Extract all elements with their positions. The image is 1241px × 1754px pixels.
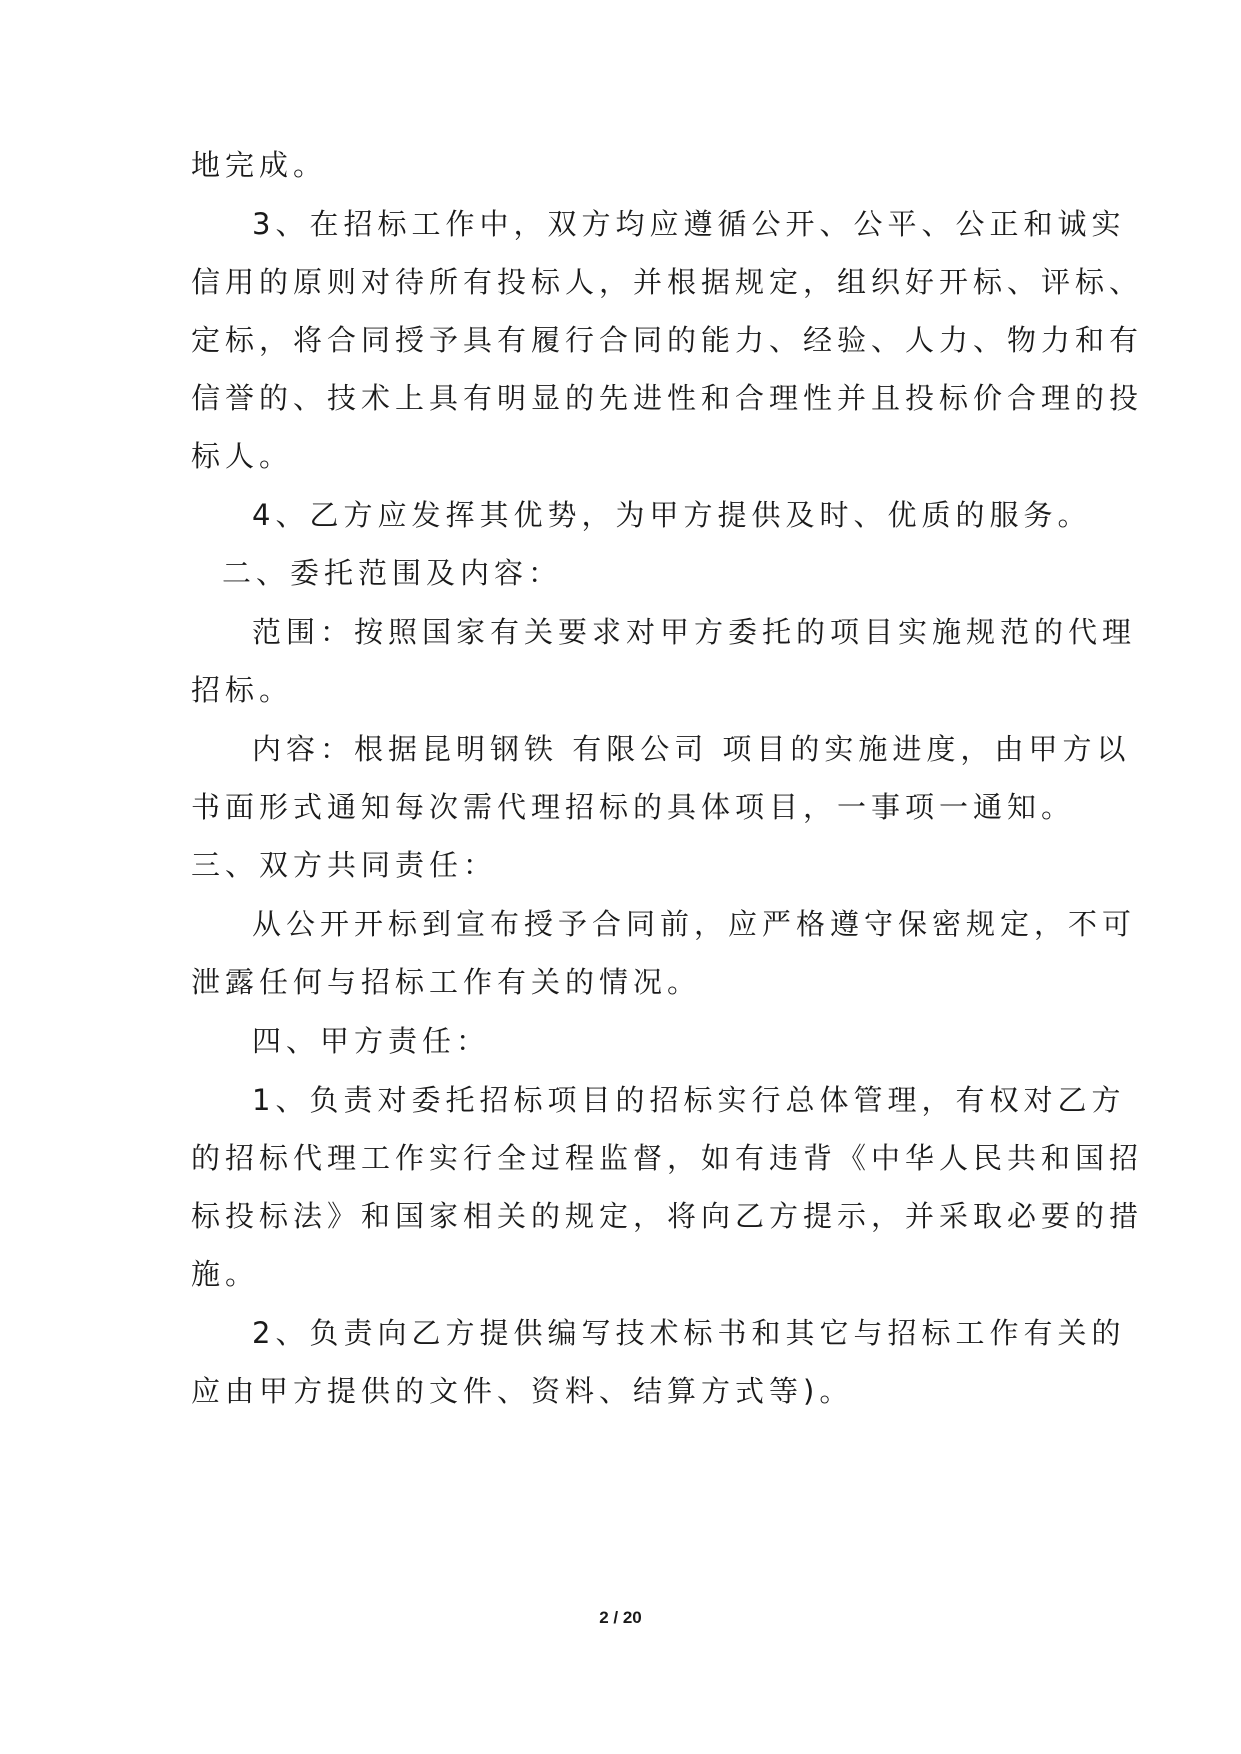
paragraph-line: 的招标代理工作实行全过程监督，如有违背《中华人民共和国招 xyxy=(191,1141,1144,1175)
section-heading: 二、委托范围及内容： xyxy=(222,556,563,590)
section-heading: 三、双方共同责任： xyxy=(191,848,498,882)
paragraph-line: 内容：根据昆明钢铁 有限公司 项目的实施进度，由甲方以 xyxy=(252,732,1131,766)
paragraph-line: 泄露任何与招标工作有关的情况。 xyxy=(191,965,702,999)
paragraph-line: 地完成。 xyxy=(191,148,328,182)
paragraph-line: 信誉的、技术上具有明显的先进性和合理性并且投标价合理的投 xyxy=(191,381,1144,415)
paragraph-line: 3、在招标工作中，双方均应遵循公开、公平、公正和诚实 xyxy=(252,207,1126,241)
paragraph-line: 标人。 xyxy=(191,439,294,473)
paragraph-line: 从公开开标到宣布授予合同前，应严格遵守保密规定，不可 xyxy=(252,907,1137,941)
paragraph-line: 4、乙方应发挥其优势，为甲方提供及时、优质的服务。 xyxy=(252,498,1092,532)
page-number: 2 / 20 xyxy=(599,1608,642,1627)
paragraph-line: 范围：按照国家有关要求对甲方委托的项目实施规范的代理 xyxy=(252,615,1137,649)
paragraph-line: 施。 xyxy=(191,1257,260,1291)
paragraph-line: 1、负责对委托招标项目的招标实行总体管理，有权对乙方 xyxy=(252,1083,1126,1117)
paragraph-line: 2、负责向乙方提供编写技术标书和其它与招标工作有关的 xyxy=(252,1316,1126,1350)
section-heading: 四、甲方责任： xyxy=(252,1024,491,1058)
paragraph-line: 定标，将合同授予具有履行合同的能力、经验、人力、物力和有 xyxy=(191,323,1144,357)
paragraph-line: 标投标法》和国家相关的规定，将向乙方提示，并采取必要的措 xyxy=(191,1199,1144,1233)
paragraph-line: 信用的原则对待所有投标人，并根据规定，组织好开标、评标、 xyxy=(191,265,1144,299)
paragraph-line: 招标。 xyxy=(191,673,294,707)
paragraph-line: 书面形式通知每次需代理招标的具体项目，一事项一通知。 xyxy=(191,790,1076,824)
paragraph-line: 应由甲方提供的文件、资料、结算方式等)。 xyxy=(191,1374,854,1408)
